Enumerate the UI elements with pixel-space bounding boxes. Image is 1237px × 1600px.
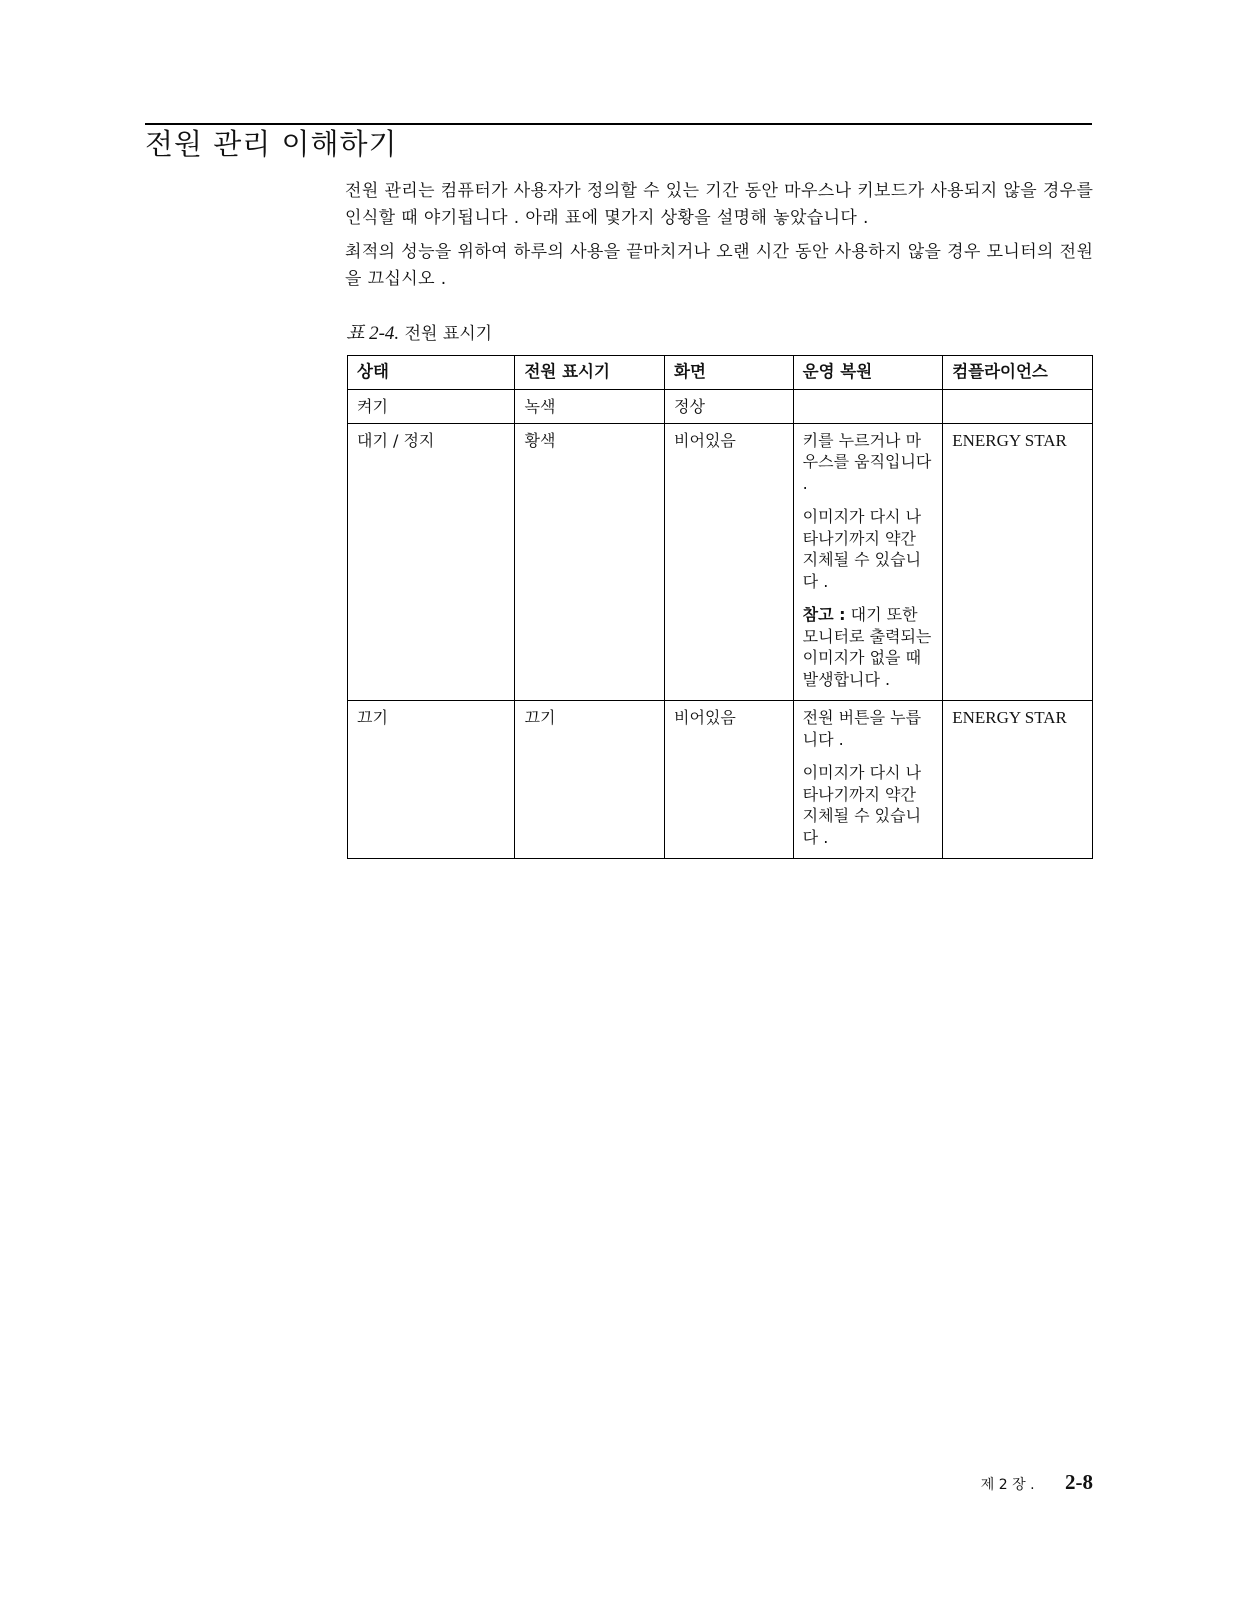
restore-step: 전원 버튼을 누릅니다 . [802, 708, 922, 749]
restore-step: 키를 누르거나 마우스를 움직입니다 . [802, 430, 932, 493]
page-number: 2-8 [1065, 1470, 1093, 1494]
header-indicator: 전원 표시기 [515, 356, 665, 390]
cell-screen: 정상 [665, 390, 794, 424]
caption-prefix: 표 2-4. [346, 323, 400, 344]
intro-paragraph: 전원 관리는 컴퓨터가 사용자가 정의할 수 있는 기간 동안 마우스나 키보드가 사용되지 않을 경우를 인식할 때 야기됩니다 . 아래 표에 몇가지 상황을 설명해 놓았습니다 . [345, 181, 1094, 228]
cell-state: 끄기 [348, 701, 515, 859]
page-title: 전원 관리 이해하기 [145, 127, 398, 161]
cell-screen: 비어있음 [665, 423, 794, 701]
restore-note [803, 604, 935, 690]
power-indicator-table [347, 355, 1093, 859]
restore-delay-note: 이미지가 다시 나타나기까지 약간 지체될 수 있습니다 . [802, 507, 922, 591]
cell-indicator: 황색 [515, 423, 665, 701]
table-header-row [348, 356, 1093, 390]
table-row [348, 390, 1093, 424]
table-caption [346, 318, 492, 345]
cell-indicator: 녹색 [515, 390, 665, 424]
header-restore: 운영 복원 [793, 356, 943, 390]
cell-compliance: ENERGY STAR [943, 701, 1093, 859]
header-compliance: 컴플라이언스 [943, 356, 1093, 390]
note-label: 참고 : [802, 605, 846, 624]
cell-screen: 비어있음 [665, 701, 794, 859]
page-footer [981, 1470, 1093, 1495]
cell-state: 대기 / 정지 [348, 423, 515, 701]
cell-compliance [943, 390, 1093, 424]
header-state: 상태 [348, 356, 515, 390]
table-row [348, 423, 1093, 701]
restore-delay-note: 이미지가 다시 나타나기까지 약간 지체될 수 있습니다 . [802, 763, 922, 847]
cell-state: 켜기 [348, 390, 515, 424]
cell-compliance: ENERGY STAR [943, 423, 1093, 701]
caption-text: 전원 표시기 [404, 324, 493, 344]
cell-restore [793, 701, 943, 859]
header-screen: 화면 [665, 356, 794, 390]
advice-paragraph: 최적의 성능을 위하여 하루의 사용을 끝마치거나 오랜 시간 동안 사용하지 않을 경우 모니터의 전원을 끄십시오 . [345, 242, 1094, 289]
chapter-label: 제 2 장 . [980, 1477, 1035, 1493]
table-row [348, 701, 1093, 859]
note-text: 대기 또한 모니터로 출력되는 이미지가 없을 때 발생합니다 . [802, 605, 932, 689]
cell-restore [793, 390, 943, 424]
cell-indicator: 끄기 [515, 701, 665, 859]
cell-restore [793, 423, 943, 701]
